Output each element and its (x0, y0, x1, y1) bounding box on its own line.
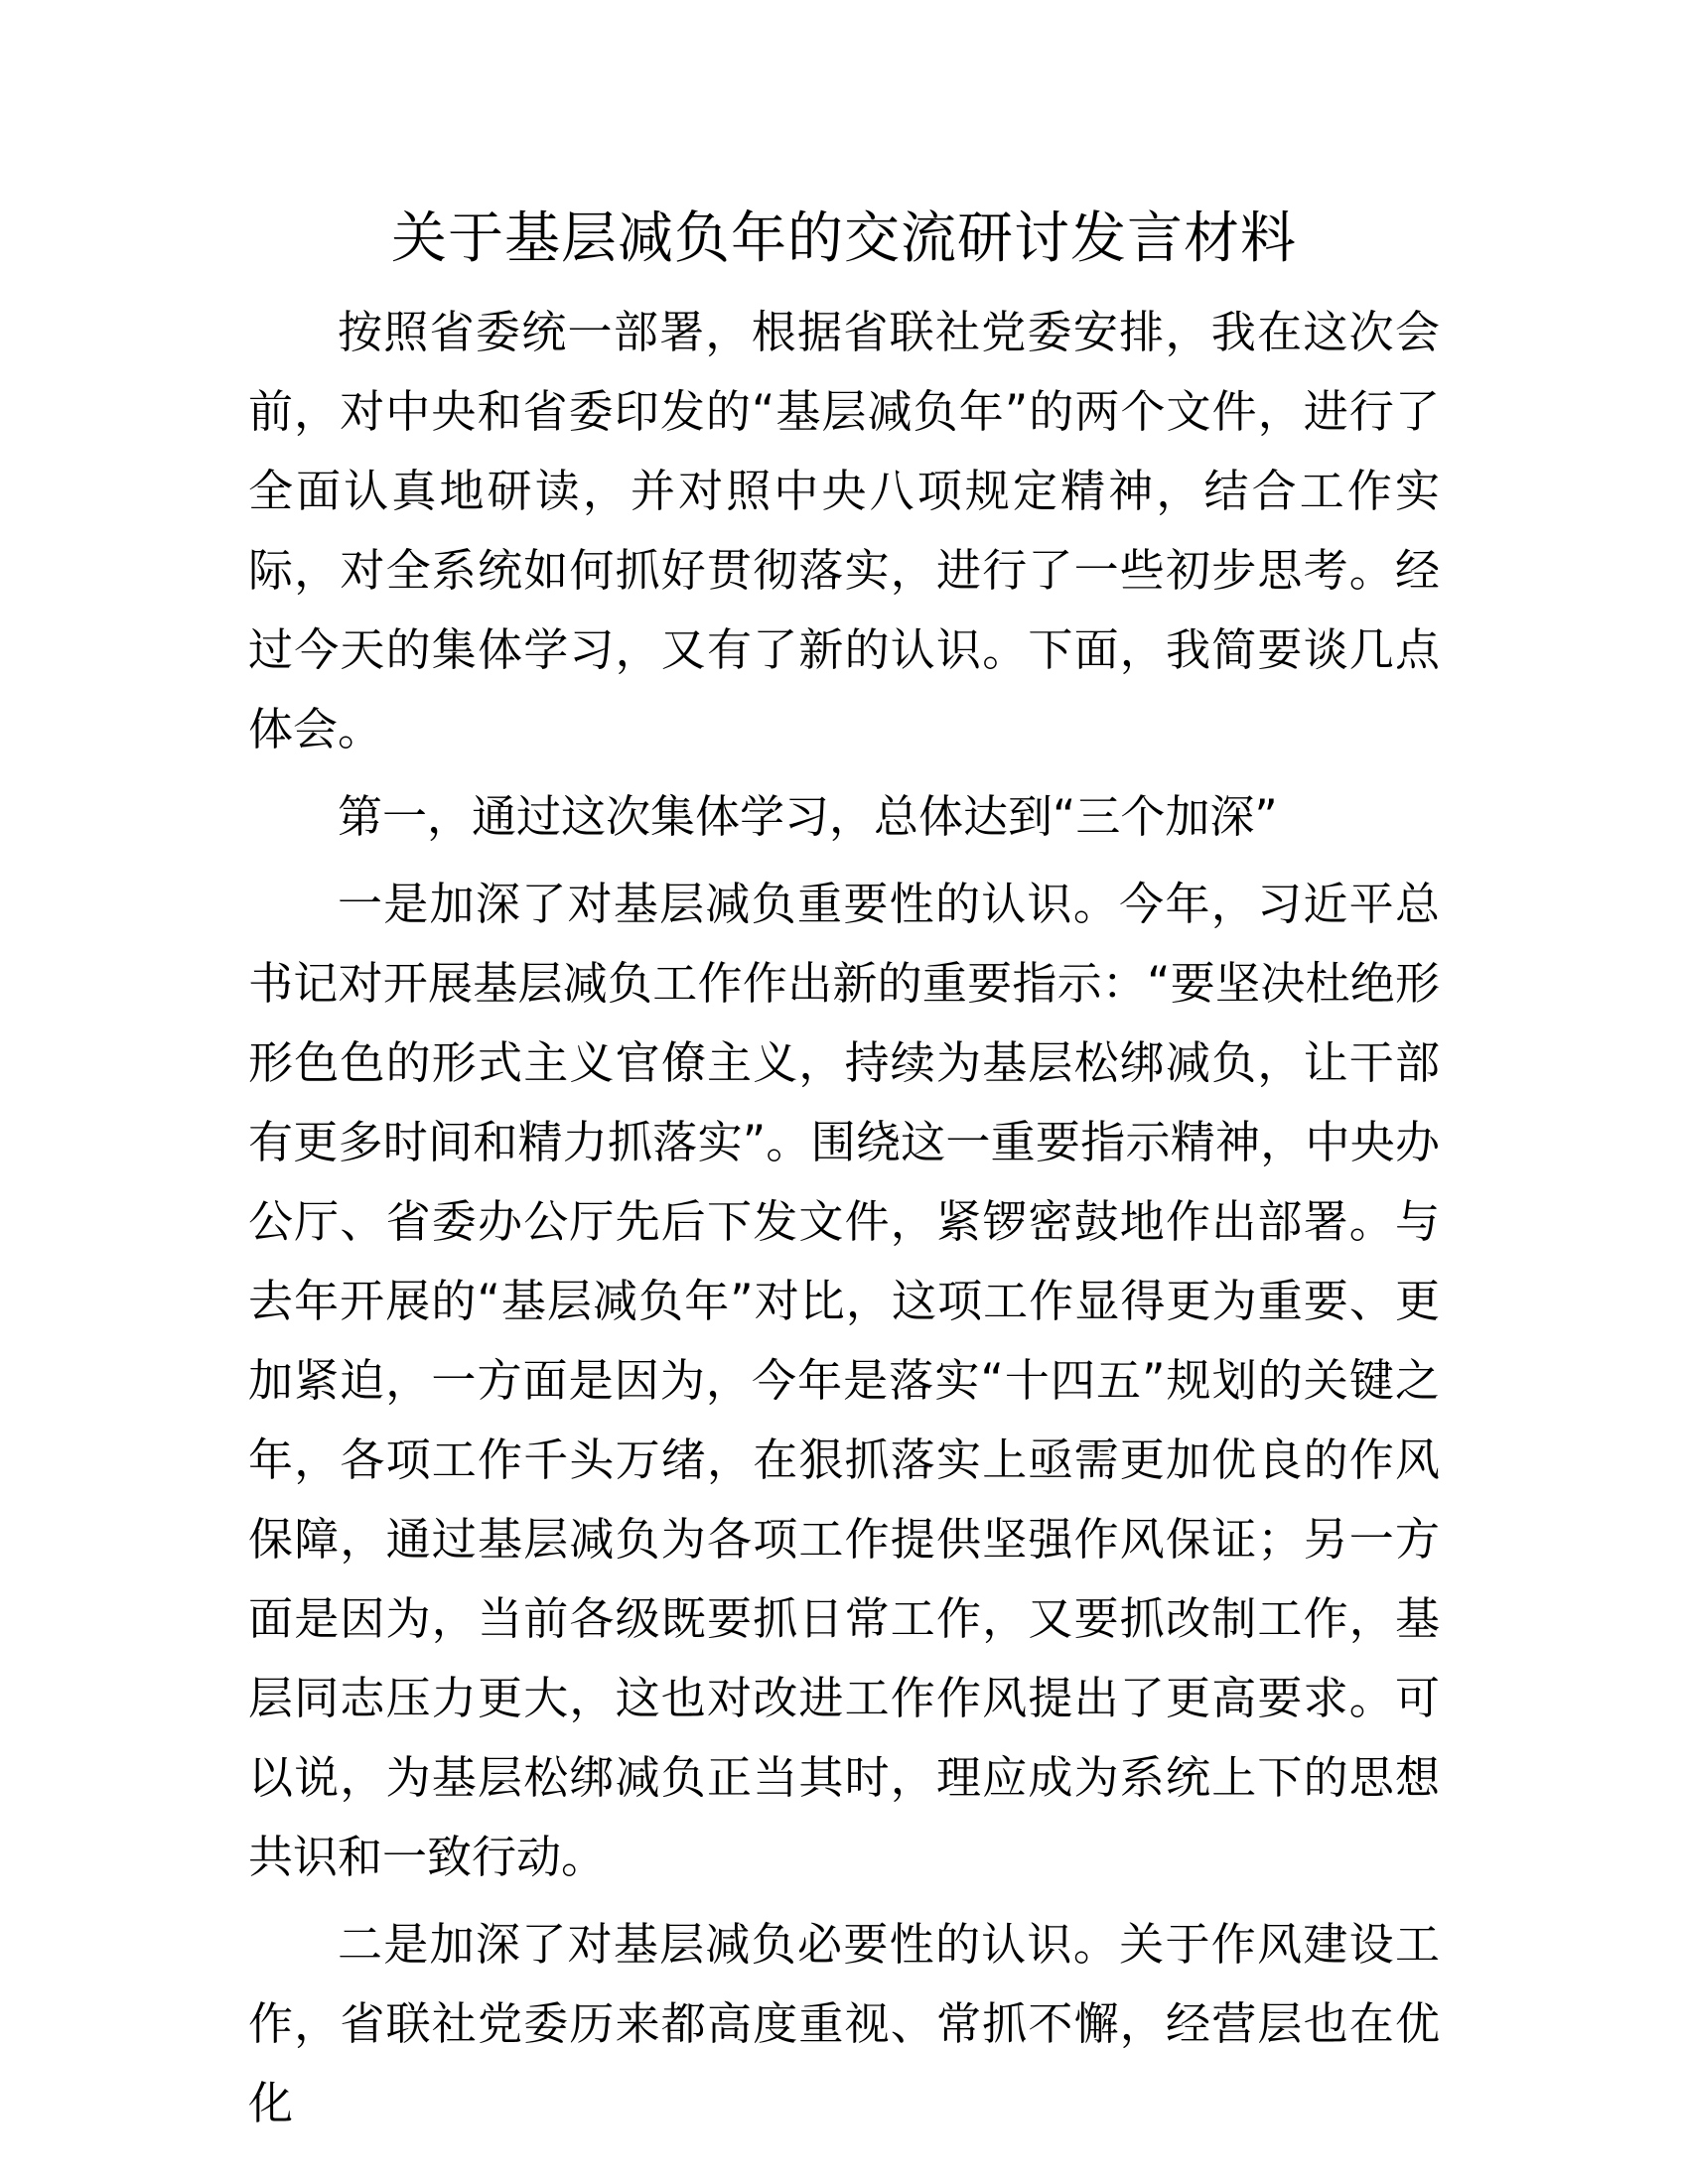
paragraph-necessity: 二是加深了对基层减负必要性的认识。关于作风建设工作，省联社党委历来都高度重视、常抓不懈，经营层也在优化 (248, 1918, 1440, 2129)
document-body (248, 293, 1440, 2151)
paragraph-importance: 一是加深了对基层减负重要性的认识。今年，习近平总书记对开展基层减负工作作出新的重要指示：“要坚决杜绝形形色色的形式主义官僚主义，持续为基层松绑减负，让干部有更多时间和精力抓落实”。围绕这一重要指示精神，中央办公厅、省委办公厅先后下发文件，紧锣密鼓地作出部署。与去年开展的“基层减负年”对比，这项工作显得更为重要、更加紧迫，一方面是因为，今年是落实“十四五”规划的关键之年，各项工作千头万绪，在狠抓落实上亟需更加优良的作风保障，通过基层减负为各项工作提供坚强作风保证；另一方面是因为，当前各级既要抓日常工作，又要抓改制工作，基层同志压力更大，这也对改进工作作风提出了更高要求。可以说，为基层松绑减负正当其时，理应成为系统上下的思想共识和一致行动。 (248, 878, 1440, 1883)
document-title: 关于基层减负年的交流研讨发言材料 (391, 206, 1297, 271)
paragraph-intro: 按照省委统一部署，根据省联社党委安排，我在这次会前，对中央和省委印发的“基层减负年”的两个文件，进行了全面认真地研读，并对照中央八项规定精神，结合工作实际，对全系统如何抓好贯彻落实，进行了一些初步思考。经过今天的集体学习，又有了新的认识。下面，我简要谈几点体会。 (248, 306, 1440, 755)
paragraph-section-heading: 第一，通过这次集体学习，总体达到“三个加深” (338, 790, 1278, 843)
